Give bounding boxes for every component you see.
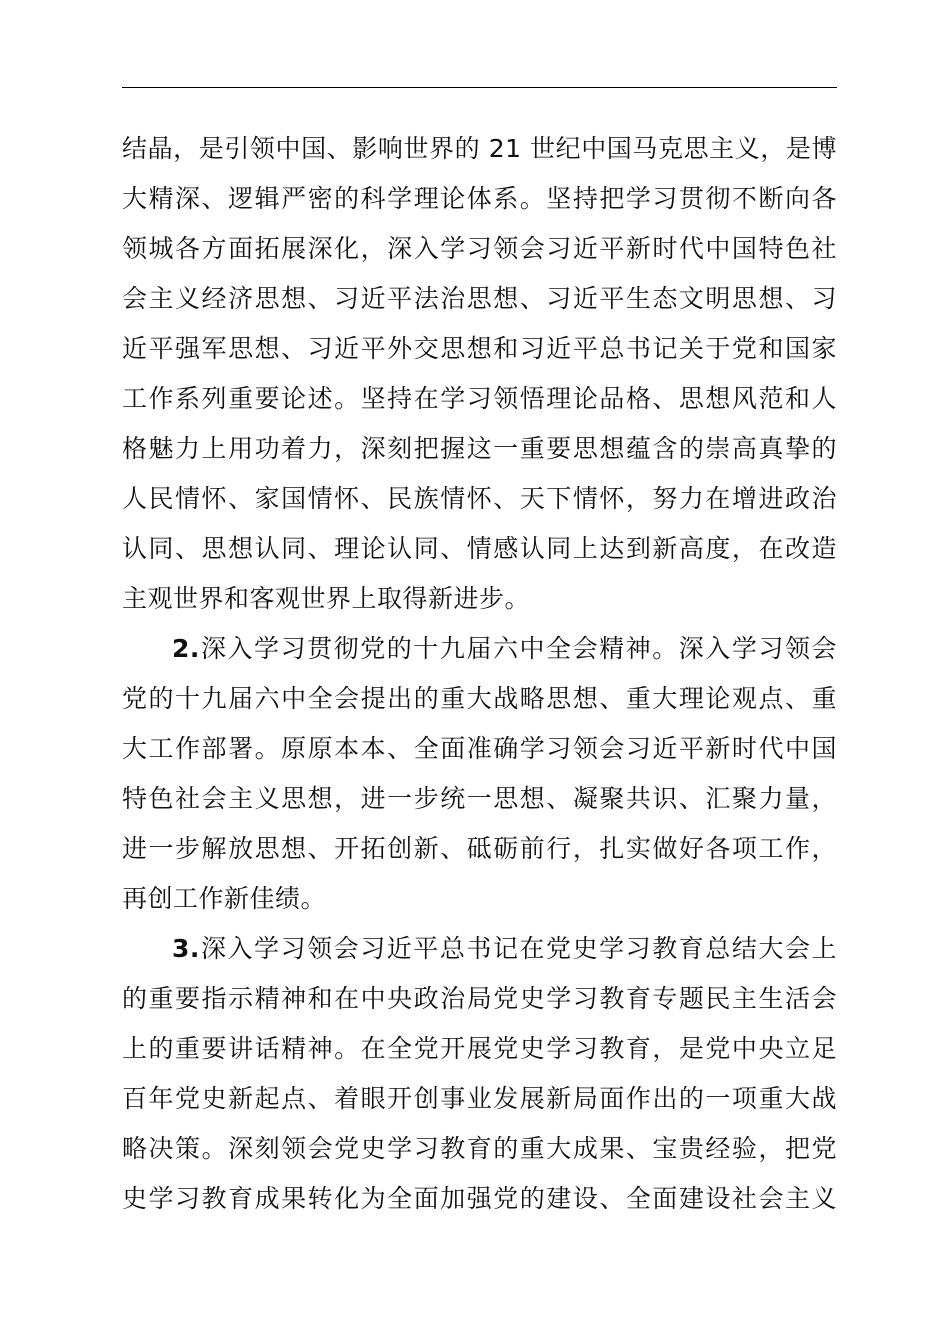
paragraph-line: 会主义经济思想、习近平法治思想、习近平生态文明思想、习 — [122, 284, 837, 313]
paragraph-line: 领城各方面拓展深化，深入学习领会习近平新时代中国特色社 — [122, 234, 837, 263]
paragraph-line: 结晶，是引领中国、影响世界的 21 世纪中国马克思主义，是博 — [122, 134, 837, 163]
item-number: 2. — [172, 634, 200, 663]
paragraph-line: 大精深、逻辑严密的科学理论体系。坚持把学习贯彻不断向各 — [122, 184, 837, 213]
paragraph-line: 特色社会主义思想，进一步统一思想、凝聚共识、汇聚力量， — [122, 784, 837, 813]
paragraph-line: 工作系列重要论述。坚持在学习领悟理论品格、思想风范和人 — [122, 384, 837, 413]
paragraph-line: 格魅力上用功着力，深刻把握这一重要思想蕴含的崇高真挚的 — [122, 434, 837, 463]
paragraph-line: 大工作部署。原原本本、全面准确学习领会习近平新时代中国 — [122, 734, 837, 763]
item-heading-text: 深入学习领会习近平总书记在党史学习教育总结大会上 — [199, 934, 837, 963]
list-item-2 — [122, 624, 837, 924]
paragraph-line — [122, 924, 837, 974]
paragraph-line: 进一步解放思想、开拓创新、砥砺前行，扎实做好各项工作， — [122, 834, 837, 863]
list-item-3 — [122, 924, 837, 1224]
paragraph-line: 再创工作新佳绩。 — [122, 884, 327, 913]
paragraph-line: 主观世界和客观世界上取得新进步。 — [122, 584, 531, 613]
item-heading-text: 深入学习贯彻党的十九届六中全会精神。深入学习领会 — [199, 634, 837, 663]
document-body — [122, 124, 837, 1224]
paragraph-1 — [122, 124, 837, 624]
paragraph-line: 史学习教育成果转化为全面加强党的建设、全面建设社会主义 — [122, 1184, 837, 1213]
header-rule — [122, 87, 837, 88]
paragraph-line: 认同、思想认同、理论认同、情感认同上达到新高度，在改造 — [122, 534, 837, 563]
item-number: 3. — [172, 934, 200, 963]
paragraph-line: 人民情怀、家国情怀、民族情怀、天下情怀，努力在增进政治 — [122, 484, 837, 513]
paragraph-line: 近平强军思想、习近平外交思想和习近平总书记关于党和国家 — [122, 334, 837, 363]
paragraph-line: 百年党史新起点、着眼开创事业发展新局面作出的一项重大战 — [122, 1084, 837, 1113]
paragraph-line: 略决策。深刻领会党史学习教育的重大成果、宝贵经验，把党 — [122, 1134, 837, 1163]
paragraph-line: 上的重要讲话精神。在全党开展党史学习教育，是党中央立足 — [122, 1034, 837, 1063]
paragraph-line: 的重要指示精神和在中央政治局党史学习教育专题民主生活会 — [122, 984, 837, 1013]
paragraph-line: 党的十九届六中全会提出的重大战略思想、重大理论观点、重 — [122, 684, 837, 713]
paragraph-line — [122, 624, 837, 674]
